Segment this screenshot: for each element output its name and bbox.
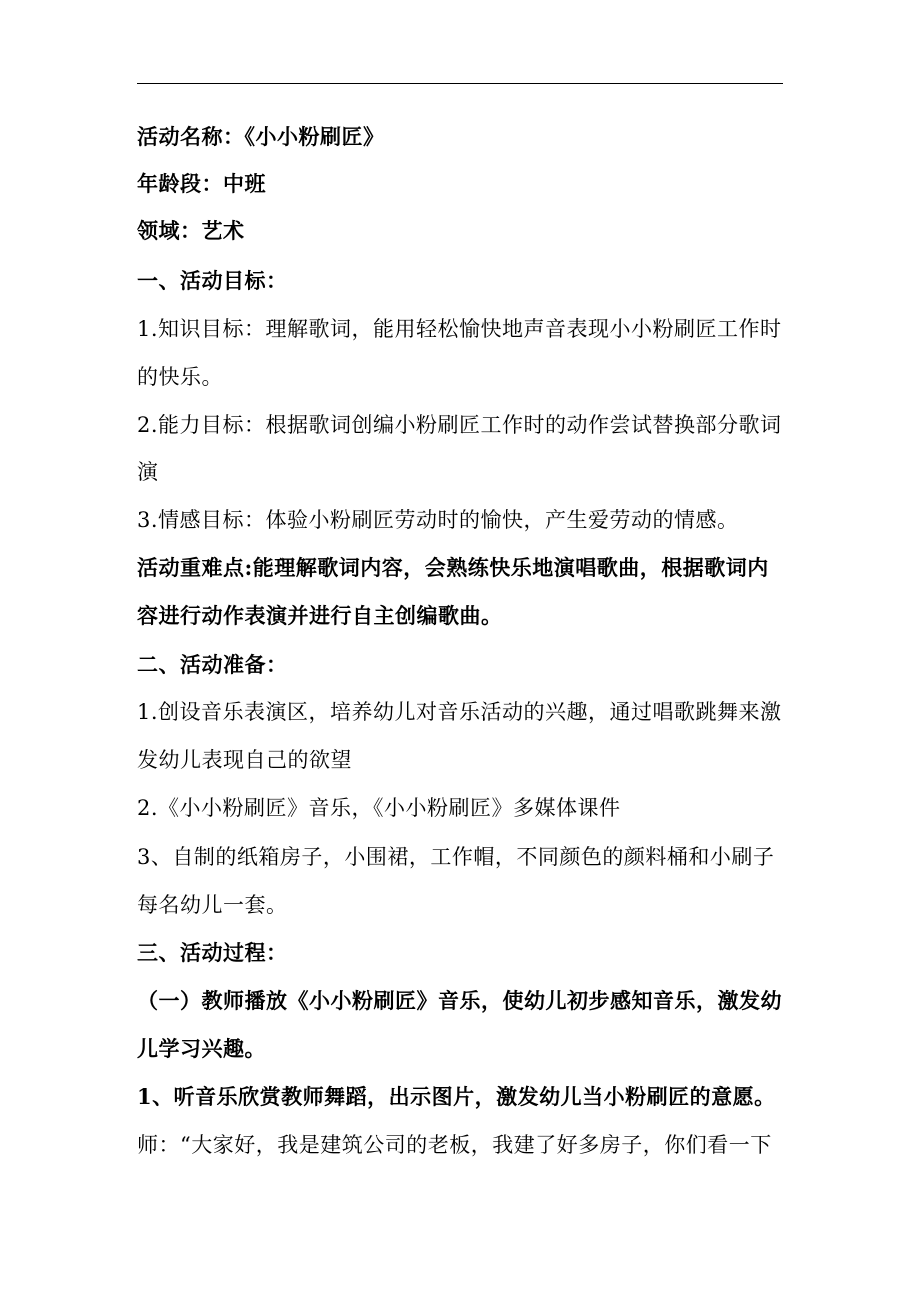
activity-name-line: 活动名称：《小小粉刷匠》 (137, 124, 385, 149)
prep-item-3-line-2: 每名幼儿一套。 (137, 893, 288, 917)
section-process-heading: 三、活动过程： (137, 940, 288, 965)
process-substep-1-line: 1、听音乐欣赏教师舞蹈，出示图片，激发幼儿当小粉刷匠的意愿。 (137, 1084, 776, 1109)
domain-line: 领域：艺术 (137, 218, 245, 243)
key-difficulty-line-1: 活动重难点:能理解歌词内容，会熟练快乐地演唱歌曲，根据歌词内 (137, 555, 769, 580)
prep-item-2-line: 2.《小小粉刷匠》音乐，《小小粉刷匠》多媒体课件 (137, 796, 621, 820)
goal-emotion-line: 3.情感目标：体验小粉刷匠劳动时的愉快，产生爱劳动的情感。 (137, 508, 739, 532)
process-step-1-line-2: 儿学习兴趣。 (137, 1036, 266, 1061)
goal-knowledge-line-1: 1.知识目标：理解歌词，能用轻松愉快地声音表现小小粉刷匠工作时 (137, 317, 782, 341)
prep-item-1-line-2: 发幼儿表现自己的欲望 (137, 748, 352, 772)
teacher-dialogue-line: 师：“大家好，我是建筑公司的老板，我建了好多房子，你们看一下 (137, 1133, 772, 1157)
goal-ability-line-1: 2.能力目标：根据歌词创编小粉刷匠工作时的动作尝试替换部分歌词 (137, 413, 782, 437)
process-step-1-line-1: （一）教师播放《小小粉刷匠》音乐，使幼儿初步感知音乐，激发幼 (137, 988, 782, 1013)
prep-item-3-line-1: 3、自制的纸箱房子，小围裙，工作帽，不同颜色的颜料桶和小刷子 (137, 845, 775, 869)
header-rule (137, 83, 783, 84)
section-preparation-heading: 二、活动准备： (137, 652, 288, 677)
goal-ability-line-2: 演 (137, 460, 159, 484)
key-difficulty-line-2: 容进行动作表演并进行自主创编歌曲。 (137, 603, 503, 628)
goal-knowledge-line-2: 的快乐。 (137, 365, 223, 389)
section-goals-heading: 一、活动目标： (137, 268, 288, 293)
prep-item-1-line-1: 1.创设音乐表演区，培养幼儿对音乐活动的兴趣，通过唱歌跳舞来激 (137, 700, 782, 724)
age-group-line: 年龄段：中班 (137, 171, 266, 196)
